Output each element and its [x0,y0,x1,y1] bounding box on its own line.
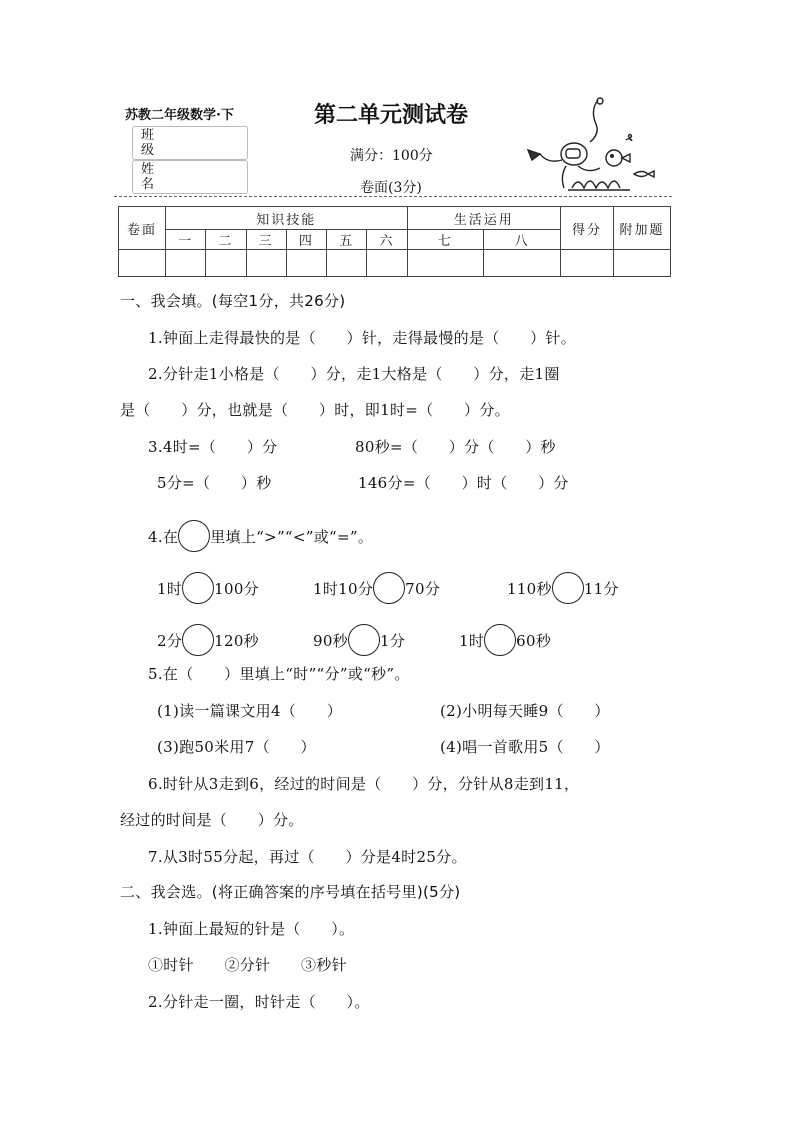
neatness-score: 卷面(3分) [360,180,422,196]
table-header-q5: 五 [327,230,367,250]
question-1-5: 5.在（ ）里填上“时”“分”或“秒”。 [148,665,410,683]
subject-label: 苏教二年级数学·下 [125,108,234,123]
score-cell[interactable] [166,250,206,277]
table-header-q3: 三 [246,230,286,250]
question-1-6b: 经过的时间是（ ）分。 [120,811,304,829]
compare-circle-input[interactable] [552,572,584,604]
question-1-3b2: 146分=（ ）时（ ）分 [358,474,569,492]
question-1-2b: 是（ ）分，也就是（ ）时，即1时=（ ）分。 [120,401,510,419]
question-2-1-options: ①时针 ②分针 ③秒针 [148,956,347,974]
section1-heading: 一、我会填。(每空1分，共26分) [120,292,346,310]
question-1-5-4: (4)唱一首歌用5（ ） [440,738,610,756]
question-1-5-1: (1)读一篇课文用4（ ） [157,702,342,720]
name-label: 姓名 [141,162,155,192]
name-field[interactable] [132,160,248,194]
class-input[interactable] [159,127,247,159]
score-cell[interactable] [561,250,614,277]
compare-item [507,572,619,604]
class-label: 班级 [141,128,155,158]
question-1-4-pre: 4.在 [148,528,179,546]
table-header-q1: 一 [166,230,206,250]
question-1-5-2: (2)小明每天睡9（ ） [440,702,610,720]
page-title: 第二单元测试卷 [314,102,469,128]
compare-item [313,572,440,604]
table-header-score: 得分 [561,207,614,250]
question-1-7: 7.从3时55分起，再过（ ）分是4时25分。 [148,848,467,866]
table-header-application: 生活运用 [407,207,560,230]
question-1-3a2: 80秒=（ ）分（ ）秒 [355,438,556,456]
score-cell[interactable] [119,250,166,277]
table-header-q8: 八 [484,230,561,250]
diver-illustration [522,96,662,194]
score-cell[interactable] [367,250,407,277]
compare-left: 1时 [459,632,485,650]
compare-circle-icon [178,520,210,552]
table-header-knowledge: 知识技能 [166,207,408,230]
score-cell[interactable] [407,250,484,277]
compare-left: 2分 [157,632,183,650]
compare-right: 1分 [380,632,406,650]
question-1-3a1: 3.4时=（ ）分 [148,438,278,456]
compare-left: 110秒 [507,580,552,598]
compare-left: 90秒 [313,632,348,650]
table-header-bonus: 附加题 [614,207,671,250]
question-2-1: 1.钟面上最短的针是（ ）。 [148,920,355,938]
name-input[interactable] [159,161,247,193]
table-header-q2: 二 [206,230,246,250]
question-1-2a: 2.分针走1小格是（ ）分，走1大格是（ ）分，走1圈 [148,365,560,383]
question-1-3b1: 5分=（ ）秒 [157,474,272,492]
compare-item [459,624,551,656]
compare-circle-input[interactable] [182,624,214,656]
compare-circle-input[interactable] [484,624,516,656]
table-header-neatness: 卷面 [119,207,166,250]
score-cell[interactable] [327,250,367,277]
compare-item [157,572,259,604]
compare-right: 60秒 [516,632,552,650]
score-table [118,206,671,277]
question-2-2: 2.分针走一圈，时针走（ ）。 [148,993,370,1011]
question-1-1: 1.钟面上走得最快的是（ ）针，走得最慢的是（ ）针。 [148,329,577,347]
compare-item [157,624,259,656]
score-cell[interactable] [614,250,671,277]
score-cell[interactable] [484,250,561,277]
compare-circle-input[interactable] [348,624,380,656]
compare-right: 120秒 [214,632,259,650]
table-header-q6: 六 [367,230,407,250]
compare-left: 1时10分 [313,580,374,598]
compare-right: 11分 [583,580,619,598]
total-score: 满分：100分 [350,148,433,164]
compare-circle-input[interactable] [373,572,405,604]
compare-right: 100分 [214,580,259,598]
score-cell[interactable] [206,250,246,277]
question-1-4-post: 里填上“>”“<”或“=”。 [210,528,374,546]
compare-left: 1时 [157,580,183,598]
table-header-q7: 七 [407,230,484,250]
divider [114,196,672,197]
compare-right: 70分 [405,580,441,598]
question-1-6a: 6.时针从3走到6，经过的时间是（ ）分，分针从8走到11， [148,775,580,793]
compare-item [313,624,405,656]
compare-circle-input[interactable] [182,572,214,604]
question-1-4 [148,520,373,552]
table-header-q4: 四 [286,230,326,250]
score-cell[interactable] [246,250,286,277]
section2-heading: 二、我会选。(将正确答案的序号填在括号里)(5分) [120,883,461,901]
class-field[interactable] [132,126,248,160]
score-cell[interactable] [286,250,326,277]
question-1-5-3: (3)跑50米用7（ ） [157,738,316,756]
